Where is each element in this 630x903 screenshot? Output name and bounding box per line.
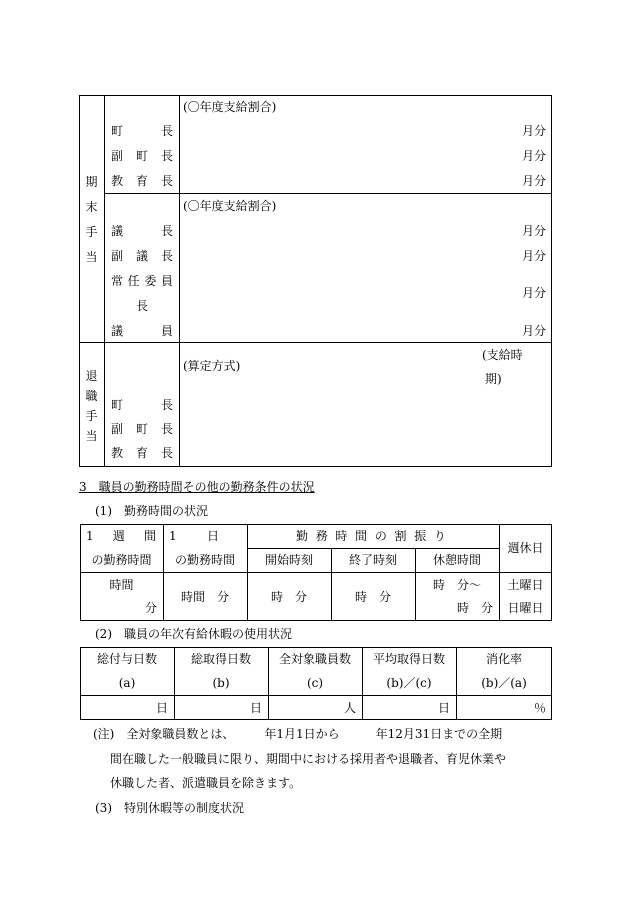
position-char: 員 [160,274,173,288]
header-char: 日 [206,529,219,543]
header-char: 勤 [296,529,309,543]
position-char: 町 [135,422,148,436]
label-char: 当 [85,429,98,443]
position-vice-chair [111,248,173,264]
note-line-2: 間在職した一般職員に限り、期間中における採用者や退職者、育児休業や [110,752,507,766]
position-char: 長 [160,398,173,412]
payment-timing-label-line2: 期) [485,372,502,386]
val-break-line2: 時 分 [456,601,493,615]
position-deputy-mayor [111,148,173,164]
header-char: り [433,529,446,543]
position-char: 教 [111,174,124,188]
header-total-granted-code: (a) [118,676,136,690]
position-char: 町 [111,398,124,412]
val-week-line1: 時間 [109,578,134,592]
allowance-label-divider [104,95,105,467]
label-char: 手 [85,225,98,239]
unit-day: 日 [249,701,262,715]
header-char: 務 [315,529,328,543]
position-char: 育 [135,446,148,460]
header-total-granted: 総付与日数 [96,652,157,666]
month-unit: 月分 [521,249,546,263]
header-divider [247,548,499,549]
header-average-taken: 平均取得日数 [372,652,445,666]
col-day-line1 [169,528,219,544]
header-average-taken-code: (b)／(c) [386,676,432,690]
label-char: 手 [85,409,98,423]
header-staff-count-code: (c) [306,676,324,690]
header-char: 割 [394,529,407,543]
note-line-3: 休職した者、派遣職員を除きます。 [110,776,302,790]
calc-method-label: (算定方式) [183,359,241,373]
allowance-position-divider [179,95,180,467]
month-unit: 月分 [521,149,546,163]
label-char: 当 [85,250,98,264]
val-day: 時間 分 [180,590,229,604]
position-char: 長 [160,174,173,188]
group-divider [104,193,552,194]
position-char: 委 [144,274,157,288]
position-char: 町 [135,149,148,163]
header-char: の [374,529,387,543]
position-char: 議 [135,249,148,263]
col-end: 終了時刻 [348,553,397,567]
unit-percent: ％ [533,701,546,715]
position-char: 副 [111,422,124,436]
council-ratio-label: (〇年度支給割合) [183,199,277,213]
position-char: 長 [160,446,173,460]
label-char: 職 [85,389,98,403]
retire-position-deputy-mayor [111,421,173,437]
col-week-line2: の勤務時間 [91,553,152,567]
month-unit: 月分 [521,224,546,238]
header-char: 間 [355,529,368,543]
retire-position-mayor [111,397,173,413]
col-holiday: 週休日 [507,541,544,555]
position-member [111,323,173,339]
header-usage-rate-code: (b)／(a) [481,676,527,690]
position-mayor [111,123,173,139]
header-char: 週 [112,529,125,543]
position-standing-committee [111,273,173,289]
col-alloc [296,528,446,544]
header-usage-rate: 消化率 [485,652,522,666]
position-char: 町 [111,124,124,138]
subsection-heading-2: (2) 職員の年次有給休暇の使用状況 [95,627,292,641]
period-end-label [79,170,104,270]
position-char: 議 [111,224,124,238]
position-char: 育 [135,174,148,188]
unit-person: 人 [343,701,356,715]
header-bottom [80,695,552,696]
subsection-heading-1: (1) 勤務時間の状況 [95,504,208,518]
month-unit: 月分 [521,324,546,338]
header-char: 1 [86,529,94,543]
position-char: 常 [111,274,124,288]
retirement-label [79,366,104,446]
mayor-ratio-label: (〇年度支給割合) [183,100,277,114]
position-char: 議 [111,324,124,338]
month-unit: 月分 [521,286,546,300]
header-total-taken-code: (b) [212,676,230,690]
header-bottom [80,572,552,573]
header-total-taken: 総取得日数 [190,652,251,666]
col-break: 休憩時間 [432,553,481,567]
payment-timing-label: (支給時 [482,348,523,362]
position-char: 員 [160,324,173,338]
col-week-line1 [86,528,156,544]
position-char: 副 [111,249,124,263]
header-staff-count: 全対象職員数 [278,652,351,666]
subsection-heading-3: (3) 特別休暇等の制度状況 [95,801,244,815]
position-char: 長 [160,224,173,238]
val-holiday-line1: 土曜日 [507,578,544,592]
label-char: 退 [85,369,98,383]
position-chair [111,223,173,239]
val-week-line2: 分 [144,601,157,615]
col-day-line2: の勤務時間 [174,553,235,567]
unit-day: 日 [437,701,450,715]
note-line-1: (注) 全対象職員数とは、 年1月1日から 年12月31日までの全期 [93,727,503,741]
position-char: 長 [160,149,173,163]
position-char: 長 [160,124,173,138]
header-char: 振 [414,529,427,543]
retire-position-superintendent [111,445,173,461]
position-char: 長 [160,422,173,436]
position-char: 任 [127,274,140,288]
header-char: 時 [335,529,348,543]
month-unit: 月分 [521,124,546,138]
position-char: 長 [160,249,173,263]
unit-day: 日 [155,701,168,715]
label-char: 末 [85,200,98,214]
header-char: 1 [169,529,177,543]
section-divider [79,342,552,343]
val-end: 時 分 [354,590,391,604]
position-standing-committee-line2: 長 [135,299,148,313]
position-superintendent [111,173,173,189]
header-char: 間 [143,529,156,543]
position-char: 副 [111,149,124,163]
section-heading: 3 職員の勤務時間その他の勤務条件の状況 [79,480,315,494]
val-start: 時 分 [270,590,307,604]
month-unit: 月分 [521,174,546,188]
val-holiday-line2: 日曜日 [507,601,544,615]
col-start: 開始時刻 [264,553,313,567]
position-char: 教 [111,446,124,460]
label-char: 期 [85,175,98,189]
val-break-line1: 時 分〜 [433,578,482,592]
